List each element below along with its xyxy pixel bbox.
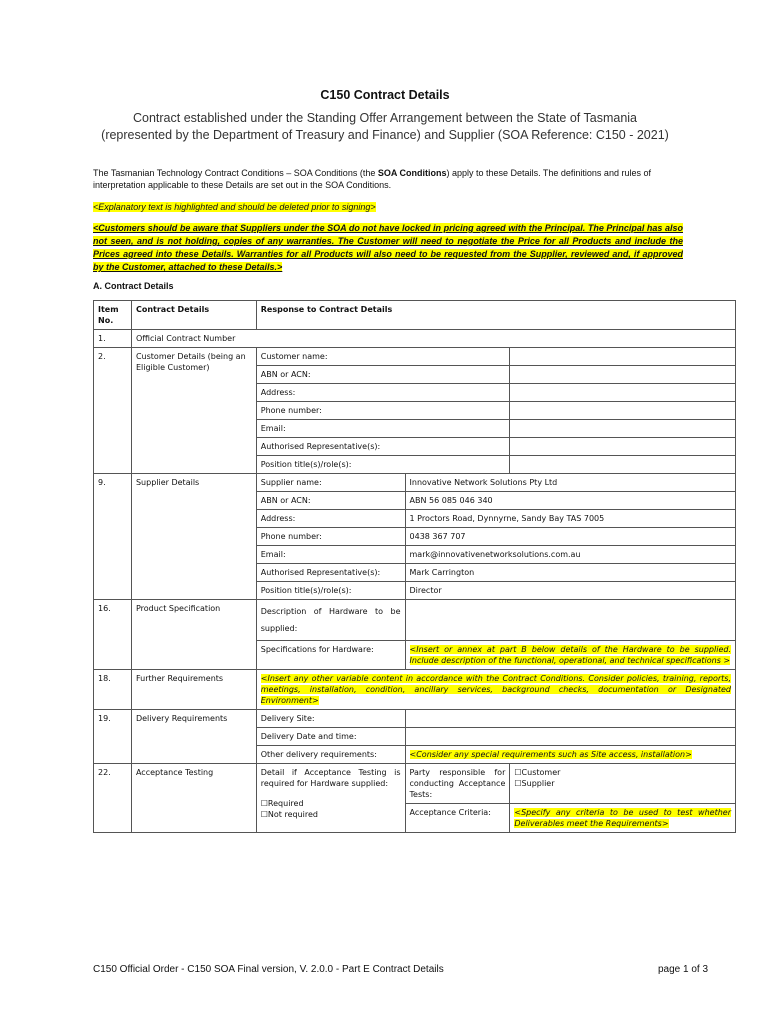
party-options-cell [510, 764, 736, 804]
customer-abn-field[interactable] [510, 366, 736, 384]
table-row [94, 670, 736, 710]
field-label: Position title(s)/role(s): [256, 582, 405, 600]
table-row [94, 764, 736, 804]
field-label: Delivery Date and time: [256, 728, 405, 746]
supplier-checkbox[interactable]: ☐Supplier [514, 779, 555, 788]
table-row [94, 710, 736, 728]
footer-page-number: page 1 of 3 [658, 964, 709, 975]
customer-name-field[interactable] [510, 348, 736, 366]
not-required-checkbox[interactable]: ☐Not required [260, 810, 318, 819]
field-label: Other delivery requirements: [256, 746, 405, 764]
header-item-no: Item No. [94, 301, 132, 330]
explanatory-note [93, 202, 376, 212]
field-label: Phone number: [256, 402, 510, 420]
intro-text-1: The Tasmanian Technology Contract Conditions – SOA Conditions (the [93, 168, 378, 178]
item-label: Further Requirements [131, 670, 256, 710]
item-number: 18. [94, 670, 132, 710]
field-label: Phone number: [256, 528, 405, 546]
customer-phone-field[interactable] [510, 402, 736, 420]
item-number: 9. [94, 474, 132, 600]
further-requirements-text: <Insert any other variable content in accordance with the Contract Conditions. Consider policies, training, reports, meetings, installation, condition, ancillary services, background checks, documentation or Designated Environment> [260, 674, 731, 705]
delivery-date-field[interactable] [405, 728, 735, 746]
supplier-address-value[interactable]: 1 Proctors Road, Dynnyrne, Sandy Bay TAS 7005 [405, 510, 735, 528]
field-label: ABN or ACN: [256, 492, 405, 510]
field-label: Address: [256, 384, 510, 402]
explanatory-text: <Explanatory text is highlighted and should be deleted prior to signing> [93, 202, 376, 212]
warning-text: <Customers should be aware that Suppliers under the SOA do not have locked in pricing agreed with the Principal. The Principal has also not seen, and is not holding, copies of any warranties. The Customer will need to negotiate the Price for all Products and include the Prices agreed into these Details. Warranties for all Products will also need to be requested from the Supplier, reviewed and, if approved by the Customer, attached to these Details.> [93, 223, 683, 272]
field-label: Delivery Site: [256, 710, 405, 728]
supplier-email-value[interactable]: mark@innovativenetworksolutions.com.au [405, 546, 735, 564]
field-label: Address: [256, 510, 405, 528]
item-label: Official Contract Number [131, 330, 735, 348]
item-number: 16. [94, 600, 132, 670]
intro-paragraph [93, 167, 683, 191]
acceptance-criteria-value[interactable] [510, 804, 736, 833]
customer-checkbox[interactable]: ☐Customer [514, 768, 561, 777]
supplier-phone-value[interactable]: 0438 367 707 [405, 528, 735, 546]
customer-address-field[interactable] [510, 384, 736, 402]
item-label: Delivery Requirements [131, 710, 256, 764]
field-label: Authorised Representative(s): [256, 564, 405, 582]
item-label: Customer Details (being an Eligible Customer) [131, 348, 256, 474]
footer-document-ref: C150 Official Order - C150 SOA Final version, V. 2.0.0 - Part E Contract Details [93, 964, 444, 975]
table-row [94, 348, 736, 366]
customer-email-field[interactable] [510, 420, 736, 438]
intro-bold-term: SOA Conditions [377, 168, 447, 178]
page-title: C150 Contract Details [320, 88, 450, 102]
supplier-abn-value[interactable]: ABN 56 085 046 340 [405, 492, 735, 510]
contract-details-table [93, 300, 736, 833]
customer-warning [93, 222, 683, 274]
field-label: Authorised Representative(s): [256, 438, 510, 456]
field-label: Email: [256, 420, 510, 438]
table-row [94, 600, 736, 641]
field-label: Customer name: [256, 348, 510, 366]
item-number: 19. [94, 710, 132, 764]
hardware-spec-text: <Insert or annex at part B below details of the Hardware to be supplied. Include description of the functional, operational, and technical specifications > [409, 645, 731, 665]
further-requirements-value[interactable] [256, 670, 735, 710]
table-row [94, 474, 736, 492]
intro-text-2: ) apply to these Details. The definitions and rules of interpretation applicable to these Details are set out in the SOA Conditions. [93, 168, 651, 190]
supplier-rep-value[interactable]: Mark Carrington [405, 564, 735, 582]
field-label: Position title(s)/role(s): [256, 456, 510, 474]
page-subtitle: Contract established under the Standing Offer Arrangement between the State of Tasmania (represented by the Department of Treasury and Finance) and Supplier (SOA Reference: C150 - 2021) [101, 111, 669, 142]
hardware-spec-value[interactable] [405, 641, 735, 670]
item-label: Supplier Details [131, 474, 256, 600]
section-heading: A. Contract Details [93, 281, 174, 291]
acceptance-criteria-text: <Specify any criteria to be used to test whether Deliverables meet the Requirements> [514, 808, 731, 828]
field-label: Email: [256, 546, 405, 564]
field-label: Supplier name: [256, 474, 405, 492]
other-delivery-value[interactable] [405, 746, 735, 764]
delivery-site-field[interactable] [405, 710, 735, 728]
item-label: Product Specification [131, 600, 256, 670]
field-label: Detail if Acceptance Testing is required for Hardware supplied: [260, 768, 401, 788]
item-number: 1. [94, 330, 132, 348]
field-label: Description of Hardware to be supplied: [256, 600, 405, 641]
supplier-name-value[interactable]: Innovative Network Solutions Pty Ltd [405, 474, 735, 492]
header-contract-details: Contract Details [131, 301, 256, 330]
table-row [94, 330, 736, 348]
hardware-description-field[interactable] [405, 600, 735, 641]
customer-position-field[interactable] [510, 456, 736, 474]
header-response: Response to Contract Details [256, 301, 735, 330]
other-delivery-text: <Consider any special requirements such as Site access, installation> [409, 750, 692, 759]
item-number: 2. [94, 348, 132, 474]
table-header-row [94, 301, 736, 330]
field-label: Acceptance Criteria: [405, 804, 510, 833]
field-label: ABN or ACN: [256, 366, 510, 384]
acceptance-detail-cell [256, 764, 405, 833]
required-checkbox[interactable]: ☐Required [260, 799, 304, 808]
item-label: Acceptance Testing [131, 764, 256, 833]
field-label: Party responsible for conducting Acceptance Tests: [405, 764, 510, 804]
field-label: Specifications for Hardware: [256, 641, 405, 670]
supplier-position-value[interactable]: Director [405, 582, 735, 600]
item-number: 22. [94, 764, 132, 833]
customer-rep-field[interactable] [510, 438, 736, 456]
